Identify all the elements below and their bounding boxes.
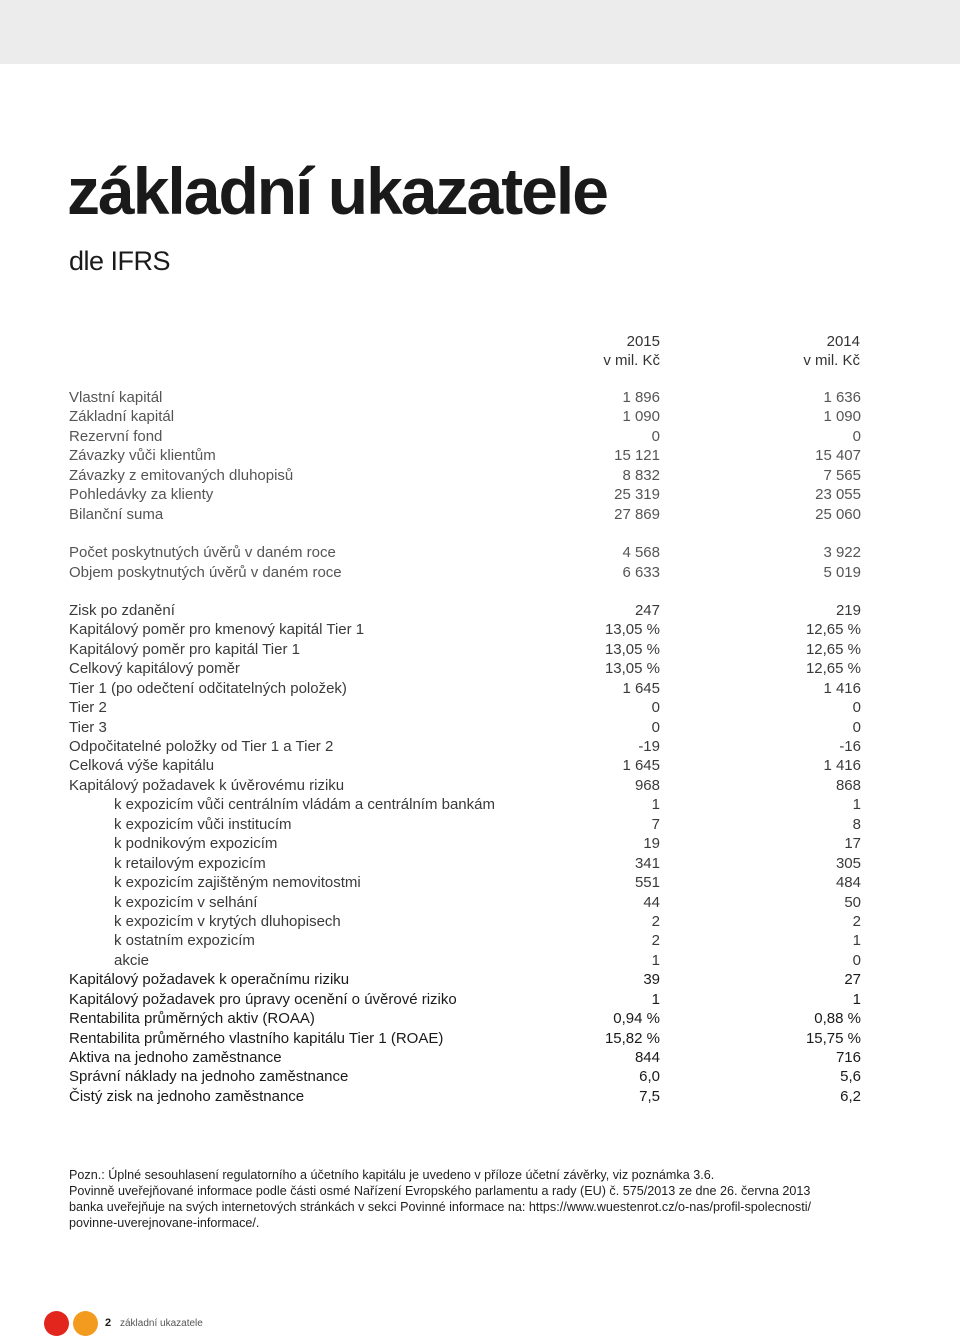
table-row <box>69 1048 861 1067</box>
row-label: Tier 1 (po odečtení odčitatelných položek) <box>69 679 347 697</box>
value-2014: 17 <box>844 835 861 853</box>
row-label: Rentabilita průměrného vlastního kapitálu Tier 1 (ROAE) <box>69 1029 444 1047</box>
table-row <box>69 951 861 970</box>
table-row <box>69 1009 861 1028</box>
value-2015: 1 <box>651 796 660 814</box>
value-2015: 13,05 % <box>604 640 660 658</box>
value-2014: -16 <box>839 738 861 755</box>
value-2015: 15,82 % <box>604 1029 660 1047</box>
row-label: Tier 3 <box>69 718 107 736</box>
row-label: Celkový kapitálový poměr <box>69 660 240 678</box>
column-unit: v mil. Kč <box>803 352 860 369</box>
value-2014: 27 <box>844 971 861 989</box>
value-2014: 12,65 % <box>805 640 861 658</box>
table-row <box>69 718 861 737</box>
value-2014: 0,88 % <box>814 1010 861 1028</box>
row-label: Pohledávky za klienty <box>69 486 214 504</box>
value-2015: 1 090 <box>622 408 660 426</box>
row-label: Správní náklady na jednoho zaměstnance <box>69 1068 349 1086</box>
value-2014: 0 <box>852 718 861 736</box>
value-2015: 1 645 <box>622 757 660 775</box>
value-2014: 1 090 <box>823 408 861 426</box>
value-2015: 551 <box>634 874 660 892</box>
row-label: Odpočitatelné položky od Tier 1 a Tier 2 <box>69 738 334 755</box>
value-2015: 25 319 <box>614 486 660 504</box>
table-row <box>69 601 861 620</box>
row-label: Kapitálový požadavek k úvěrovému riziku <box>69 776 345 794</box>
table-row <box>69 756 861 775</box>
value-2014: 3 922 <box>823 544 861 562</box>
page-number: 2 <box>105 1317 112 1329</box>
row-label: k retailovým expozicím <box>114 854 266 872</box>
balance-group <box>69 388 861 524</box>
group-gap <box>69 582 861 601</box>
row-label: Kapitálový poměr pro kapitál Tier 1 <box>69 640 300 658</box>
table-row <box>69 466 861 485</box>
row-label: k expozicím vůči centrálním vládám a centrálním bankám <box>114 796 495 814</box>
column-unit: v mil. Kč <box>603 352 660 369</box>
row-label: k expozicím v krytých dluhopisech <box>114 912 341 930</box>
value-2014: 1 <box>852 932 861 950</box>
row-label: akcie <box>114 951 150 969</box>
value-2014: 23 055 <box>815 486 861 504</box>
value-2014: 50 <box>844 893 861 911</box>
table-row <box>69 543 861 562</box>
row-label: k expozicím zajištěným nemovitostmi <box>114 874 361 892</box>
page-title: základní ukazatele <box>67 154 607 228</box>
value-2015: 0 <box>651 718 660 736</box>
value-2015: 341 <box>634 854 660 872</box>
value-2015: 7,5 <box>639 1087 660 1105</box>
value-2014: 5,6 <box>840 1068 861 1086</box>
value-2015: 6 633 <box>622 563 660 581</box>
row-label: Aktiva na jednoho zaměstnance <box>69 1049 282 1066</box>
value-2015: 4 568 <box>622 544 660 562</box>
table-row <box>69 854 861 873</box>
row-label: Kapitálový požadavek k operačnímu riziku <box>69 971 350 989</box>
value-2015: 844 <box>634 1049 660 1066</box>
footnote <box>69 1167 889 1231</box>
value-2014: 8 <box>852 815 861 833</box>
footnote-line: Pozn.: Úplné sesouhlasení regulatorního a účetního kapitálu je uvedeno v příloze účetní závěrky, viz poznámka 3.6. <box>69 1168 715 1182</box>
value-2014: 5 019 <box>823 563 861 581</box>
top-band <box>0 0 960 64</box>
row-label: Bilanční suma <box>69 505 164 523</box>
row-label: Objem poskytnutých úvěrů v daném roce <box>69 563 342 581</box>
row-label: Celková výše kapitálu <box>69 757 215 775</box>
table-row <box>69 893 861 912</box>
value-2014: 12,65 % <box>805 660 861 678</box>
value-2014: 15 407 <box>815 447 861 465</box>
table-row <box>69 1087 861 1106</box>
value-2015: 0 <box>651 699 660 717</box>
table-row <box>69 679 861 698</box>
value-2014: 6,2 <box>840 1087 861 1105</box>
value-2014: 1 416 <box>823 757 861 775</box>
value-2015: 13,05 % <box>604 621 660 639</box>
value-2015: 13,05 % <box>604 660 660 678</box>
footnote-line: povinne-uverejnovane-informace/. <box>69 1216 260 1230</box>
column-header-2014 <box>720 332 860 370</box>
table-row <box>69 620 861 639</box>
table-row <box>69 659 861 678</box>
footer-orange-dot <box>73 1311 98 1336</box>
value-2015: 15 121 <box>614 447 660 465</box>
table-row <box>69 815 861 834</box>
table-row <box>69 446 861 465</box>
row-label: Kapitálový poměr pro kmenový kapitál Tier 1 <box>69 621 365 639</box>
row-label: k expozicím v selhání <box>114 893 258 911</box>
table-row <box>69 563 861 582</box>
loans-group <box>69 543 861 582</box>
table-row <box>69 407 861 426</box>
footnote-line: banka uveřejňuje na svých internetových stránkách v sekci Povinné informace na: https://www.wuestenrot.cz/o-nas/profil-spolecnosti/ <box>69 1200 811 1214</box>
page-subtitle: dle IFRS <box>69 246 171 276</box>
row-label: Základní kapitál <box>69 408 175 426</box>
value-2015: 7 <box>651 815 660 833</box>
value-2014: 12,65 % <box>805 621 861 639</box>
table-row <box>69 698 861 717</box>
value-2014: 7 565 <box>823 466 861 484</box>
row-label: Počet poskytnutých úvěrů v daném roce <box>69 544 336 562</box>
row-label: Závazky z emitovaných dluhopisů <box>69 466 294 484</box>
group-gap <box>69 524 861 543</box>
table-row <box>69 873 861 892</box>
indicators-table <box>69 388 861 1106</box>
row-label: Závazky vůči klientům <box>69 447 216 465</box>
table-row <box>69 737 861 756</box>
row-label: k ostatním expozicím <box>114 932 255 950</box>
row-label: k podnikovým expozicím <box>114 835 278 853</box>
row-label: Zisk po zdanění <box>69 601 175 619</box>
value-2015: -19 <box>638 738 660 755</box>
row-label: k expozicím vůči institucím <box>114 815 292 833</box>
footer-section-title: základní ukazatele <box>120 1318 203 1329</box>
value-2014: 305 <box>835 854 861 872</box>
value-2015: 1 896 <box>622 389 660 406</box>
table-row <box>69 388 861 407</box>
row-label: Kapitálový požadavek pro úpravy ocenění o úvěrové riziko <box>69 990 457 1008</box>
row-label: Rentabilita průměrných aktiv (ROAA) <box>69 1010 315 1028</box>
table-row <box>69 776 861 795</box>
row-label: Tier 2 <box>69 699 107 717</box>
column-year: 2014 <box>826 333 860 350</box>
column-header-2015 <box>520 332 660 370</box>
table-row <box>69 990 861 1009</box>
table-row <box>69 640 861 659</box>
value-2015: 44 <box>643 893 660 911</box>
value-2014: 0 <box>852 951 861 969</box>
footer-red-dot <box>44 1311 69 1336</box>
value-2015: 8 832 <box>622 466 660 484</box>
value-2014: 868 <box>835 776 861 794</box>
value-2015: 0 <box>651 427 660 445</box>
value-2015: 39 <box>643 971 660 989</box>
value-2014: 1 <box>852 990 861 1008</box>
table-row <box>69 970 861 989</box>
value-2014: 1 <box>852 796 861 814</box>
table-row <box>69 912 861 931</box>
value-2015: 968 <box>634 776 660 794</box>
table-row <box>69 834 861 853</box>
table-row <box>69 931 861 950</box>
value-2015: 0,94 % <box>613 1010 660 1028</box>
value-2014: 0 <box>852 427 861 445</box>
value-2015: 1 <box>651 951 660 969</box>
capital-group <box>69 601 861 1106</box>
value-2015: 1 645 <box>622 679 660 697</box>
value-2015: 247 <box>634 601 660 619</box>
table-row <box>69 485 861 504</box>
value-2015: 1 <box>651 990 660 1008</box>
value-2014: 219 <box>835 601 861 619</box>
value-2015: 6,0 <box>639 1068 660 1086</box>
row-label: Rezervní fond <box>69 427 163 445</box>
value-2015: 2 <box>651 932 660 950</box>
value-2014: 15,75 % <box>805 1029 861 1047</box>
row-label: Vlastní kapitál <box>69 389 163 406</box>
value-2014: 484 <box>835 874 861 892</box>
table-row <box>69 505 861 524</box>
column-year: 2015 <box>626 333 660 350</box>
value-2015: 27 869 <box>614 505 660 523</box>
value-2014: 0 <box>852 699 861 717</box>
value-2014: 25 060 <box>815 505 861 523</box>
value-2014: 2 <box>852 912 861 930</box>
row-label: Čistý zisk na jednoho zaměstnance <box>69 1087 305 1105</box>
value-2014: 1 416 <box>823 679 861 697</box>
value-2015: 2 <box>651 912 660 930</box>
footnote-line: Povinně uveřejňované informace podle části osmé Nařízení Evropského parlamentu a rady (EU) č. 575/2013 ze dne 26. června 2013 <box>69 1184 811 1198</box>
table-row <box>69 1067 861 1086</box>
value-2014: 1 636 <box>823 389 861 406</box>
table-row <box>69 1029 861 1048</box>
value-2015: 19 <box>643 835 660 853</box>
table-row <box>69 427 861 446</box>
table-row <box>69 795 861 814</box>
value-2014: 716 <box>835 1049 861 1066</box>
